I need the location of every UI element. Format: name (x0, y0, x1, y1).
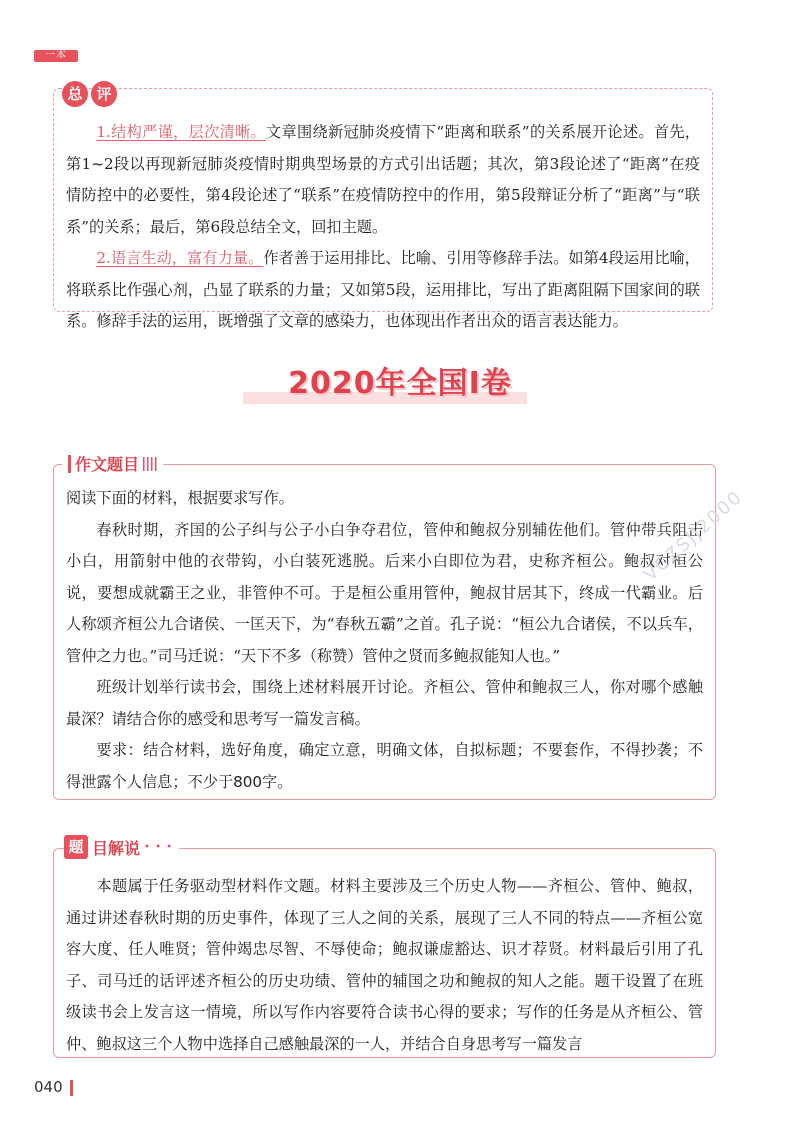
prompt-material: 春秋时期，齐国的公子纠与公子小白争夺君位，管仲和鲍叔分别辅佐他们。管仲带兵阻击小白，用箭射中他的衣带钩，小白装死逃脱。后来小白即位为君，史称齐桓公。鲍叔对桓公说，要想成就霸王之业，非管仲不可。于是桓公重用管仲，鲍叔甘居其下，终成一代霸业。后人称颂齐桓公九合诸侯、一匡天下，为“春秋五霸”之首。孔子说：“桓公九合诸侯，不以兵车，管仲之力也。”司马迁说：“天下不多（称赞）管仲之贤而多鲍叔能知人也。” (66, 520, 703, 665)
explain-section (53, 838, 716, 1058)
label-bar-icon (68, 455, 71, 473)
review-point-1-body: 文章围绕新冠肺炎疫情下“距离和联系”的关系展开论述。首先，第1~2段以再现新冠肺炎疫情时期典型场景的方式引出话题；其次，第3段论述了“距离”在疫情防控中的必要性，第4段论述了“联系”在疫情防控中的作用，第5段辩证分析了“距离”与“联系”的关系；最后，第6段总结全文，回扣主题。 (66, 123, 700, 236)
explain-text: 本题属于任务驱动型材料作文题。材料主要涉及三个历史人物——齐桓公、管仲、鲍叔，通过讲述春秋时期的历史事件，体现了三人之间的关系，展现了三人不同的特点——齐桓公宽容大度、任人唯贤；管仲竭忠尽智、不辱使命；鲍叔谦虚豁达、识才荐贤。材料最后引用了孔子、司马迁的话评述齐桓公的历史功绩、管仲的辅国之功和鲍叔的知人之能。题干设置了在班级读书会上发言这一情境，所以写作内容要符合读书心得的要求；写作的任务是从齐桓公、管仲、鲍叔这三个人物中选择自己感触最深的一人，并结合自身思考写一篇发言 (66, 877, 703, 1053)
review-badge (62, 81, 117, 107)
prompt-label (62, 452, 163, 475)
review-badge-char-1: 总 (62, 81, 88, 107)
dots-icon: • • • (144, 841, 174, 853)
corner-tag: 一本 (34, 50, 78, 62)
watermark: VCZSJJ2000 (640, 486, 748, 586)
prompt-task: 班级计划举行读书会，围绕上述材料展开讨论。齐桓公、管仲和鲍叔三人，你对哪个感触最深？请结合你的感受和思考写一篇发言稿。 (66, 678, 703, 728)
prompt-section (53, 455, 716, 800)
explain-label (64, 835, 179, 859)
page-number: 040 (34, 1078, 63, 1096)
review-point-2-body: 作者善于运用排比、比喻、引用等修辞手法。如第4段运用比喻，将联系比作强心剂，凸显了联系的力量；又如第5段，运用排比，写出了距离阻隔下国家间的联系。修辞手法的运用，既增强了文章的感染力，也体现出作者出众的语言表达能力。 (66, 249, 700, 330)
page-title (0, 358, 800, 402)
page-title-text: 2020年全国Ⅰ卷 (288, 366, 512, 401)
review-point-2-heading: 2.语言生动，富有力量。 (96, 249, 264, 267)
prompt-intro: 阅读下面的材料，根据要求写作。 (66, 489, 294, 507)
label-stripe-icon (143, 457, 157, 471)
explain-label-text: 目解说 (92, 838, 141, 858)
prompt-requirements: 要求：结合材料，选好角度，确定立意，明确文体，自拟标题；不要套作，不得抄袭；不得泄露个人信息；不少于800字。 (66, 741, 703, 791)
page-number-bar (70, 1080, 73, 1096)
review-section (53, 85, 713, 330)
explain-badge: 题 (64, 835, 88, 859)
review-paragraph-1 (66, 117, 700, 243)
prompt-label-text: 作文题目 (75, 455, 140, 474)
review-badge-char-2: 评 (91, 81, 117, 107)
review-point-1-heading: 1.结构严谨，层次清晰。 (96, 123, 267, 141)
review-paragraph-2 (66, 243, 700, 338)
